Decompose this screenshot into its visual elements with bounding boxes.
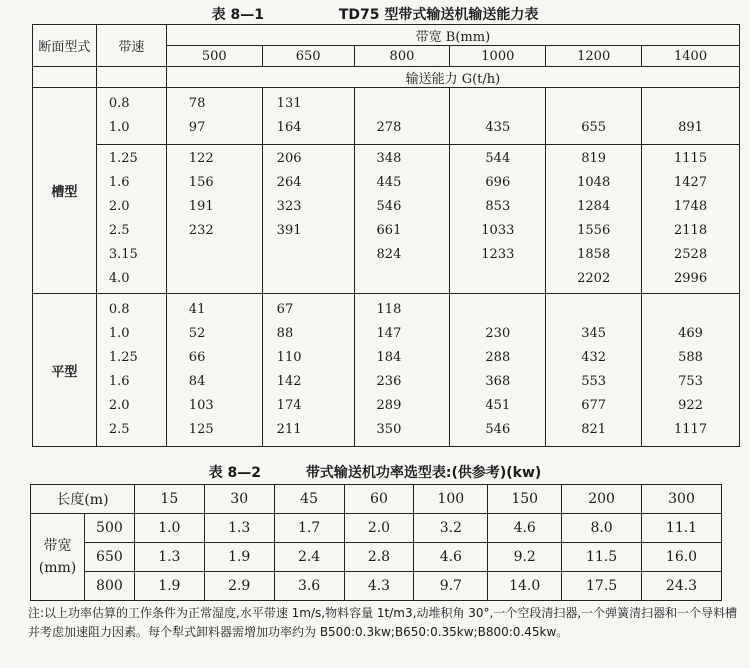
capacity-cell — [546, 298, 641, 322]
speed-cell: 1.25 — [108, 350, 138, 365]
capacity-cell: 824 — [376, 247, 402, 262]
power-cell: 11.1 — [642, 514, 722, 543]
capacity-cell — [355, 92, 450, 116]
power-cell: 2.8 — [344, 543, 414, 572]
capacity-cell — [450, 298, 545, 322]
capacity-cell: 821 — [581, 422, 607, 437]
length-col-header: 300 — [642, 485, 722, 514]
capacity-cell — [642, 92, 739, 116]
section-name-flat: 平型 — [33, 294, 97, 447]
length-col-header: 45 — [274, 485, 344, 514]
capacity-cell: 323 — [276, 199, 302, 214]
capacity-cell — [546, 92, 641, 116]
capacity-cell: 67 — [276, 302, 294, 317]
capacity-cell — [450, 92, 545, 116]
capacity-cell: 164 — [276, 120, 302, 135]
width-col-header: 650 — [262, 46, 354, 67]
table1-title — [0, 4, 750, 24]
capacity-cell — [642, 298, 739, 322]
capacity-cell: 52 — [188, 326, 206, 341]
power-cell: 1.9 — [204, 543, 274, 572]
capacity-cell: 655 — [581, 120, 607, 135]
capacity-cell: 445 — [376, 175, 402, 190]
capacity-cell — [167, 243, 262, 267]
width-col-header: 800 — [354, 46, 450, 67]
capacity-cell: 1284 — [577, 199, 611, 214]
speed-cell: 1.6 — [108, 175, 130, 190]
capacity-cell: 131 — [276, 96, 302, 111]
capacity-cell: 2202 — [577, 271, 611, 286]
capacity-cell: 819 — [581, 151, 607, 166]
capacity-cell: 206 — [276, 151, 302, 166]
table2-number: 表 8—2 — [208, 465, 262, 481]
capacity-cell: 922 — [678, 398, 703, 413]
power-cell: 1.7 — [274, 514, 344, 543]
capacity-cell: 546 — [376, 199, 402, 214]
speed-cell: 1.6 — [108, 374, 130, 389]
power-cell: 1.0 — [134, 514, 204, 543]
capacity-cell: 122 — [188, 151, 214, 166]
speed-cell: 3.15 — [108, 247, 138, 262]
capacity-cell: 661 — [376, 223, 402, 238]
speed-cell: 2.0 — [108, 398, 130, 413]
capacity-cell: 1858 — [577, 247, 611, 262]
capacity-cell: 230 — [485, 326, 511, 341]
capacity-cell: 66 — [188, 350, 206, 365]
power-cell: 8.0 — [562, 514, 642, 543]
capacity-cell: 391 — [276, 223, 302, 238]
width-row-label — [31, 514, 85, 601]
power-cell: 4.3 — [344, 572, 414, 601]
power-cell: 9.2 — [488, 543, 562, 572]
width-unit: (mm) — [38, 560, 77, 576]
capacity-cell: 110 — [276, 350, 302, 365]
capacity-cell: 435 — [485, 120, 511, 135]
capacity-cell: 553 — [581, 374, 607, 389]
width-col-header: 500 — [166, 46, 262, 67]
power-cell: 24.3 — [642, 572, 722, 601]
capacity-cell: 125 — [188, 422, 214, 437]
capacity-cell: 1048 — [577, 175, 611, 190]
capacity-cell: 348 — [376, 151, 402, 166]
capacity-cell: 469 — [678, 326, 703, 341]
power-table — [30, 484, 722, 601]
table1-title-text: TD75 型带式输送机输送能力表 — [338, 7, 539, 23]
capacity-cell — [450, 267, 545, 291]
capacity-cell: 288 — [485, 350, 511, 365]
power-cell: 14.0 — [488, 572, 562, 601]
table1-number: 表 8—1 — [211, 7, 264, 23]
capacity-cell: 432 — [581, 350, 607, 365]
power-cell: 3.6 — [274, 572, 344, 601]
speed-cell: 2.5 — [108, 422, 130, 437]
speed-cell: 0.8 — [108, 302, 130, 317]
capacity-cell: 84 — [188, 374, 206, 389]
capacity-cell: 368 — [485, 374, 511, 389]
capacity-cell: 78 — [188, 96, 206, 111]
capacity-cell: 345 — [581, 326, 607, 341]
table2-title — [0, 462, 750, 482]
capacity-cell: 891 — [678, 120, 703, 135]
power-cell: 4.6 — [414, 543, 488, 572]
header-capacity: 输送能力 G(t/h) — [166, 67, 739, 88]
power-cell: 3.2 — [414, 514, 488, 543]
capacity-cell: 264 — [276, 175, 302, 190]
capacity-cell: 2996 — [674, 271, 708, 286]
capacity-cell: 142 — [276, 374, 302, 389]
speed-cell: 1.0 — [108, 326, 130, 341]
width-col-header: 1000 — [450, 46, 546, 67]
header-belt-speed: 带速 — [96, 25, 166, 67]
capacity-cell: 451 — [485, 398, 511, 413]
power-cell: 9.7 — [414, 572, 488, 601]
capacity-cell: 546 — [485, 422, 511, 437]
power-cell: 17.5 — [562, 572, 642, 601]
capacity-cell: 232 — [188, 223, 214, 238]
header-length: 长度(m) — [31, 485, 135, 514]
width-label: 带宽 — [43, 538, 72, 554]
power-cell: 16.0 — [642, 543, 722, 572]
power-cell: 2.4 — [274, 543, 344, 572]
width-col-header: 1200 — [546, 46, 642, 67]
capacity-cell: 156 — [188, 175, 214, 190]
capacity-table — [32, 24, 740, 447]
power-cell: 2.0 — [344, 514, 414, 543]
capacity-cell: 1233 — [481, 247, 515, 262]
capacity-cell: 118 — [376, 302, 402, 317]
capacity-cell: 147 — [376, 326, 402, 341]
length-col-header: 60 — [344, 485, 414, 514]
capacity-cell: 278 — [376, 120, 402, 135]
speed-cell: 4.0 — [108, 271, 130, 286]
capacity-cell: 41 — [188, 302, 206, 317]
capacity-cell: 1427 — [674, 175, 708, 190]
footnote: 注:以上功率估算的工作条件为正常湿度,水平带速 1m/s,物料容量 1t/m3,动堆积角 30°,一个空段清扫器,一个弹簧清扫器和一个导料槽并考虑加速阻力因素。每个犁式卸料器需增加功率约为 B500:0.3kw;B650:0.35kw;B800:0.45kw。 — [28, 606, 738, 639]
capacity-cell: 1115 — [674, 151, 708, 166]
capacity-cell: 191 — [188, 199, 214, 214]
header-section-type: 断面型式 — [33, 25, 97, 67]
capacity-cell: 97 — [188, 120, 206, 135]
speed-cell: 1.25 — [108, 151, 138, 166]
capacity-cell: 211 — [276, 422, 302, 437]
width-value: 800 — [84, 572, 134, 601]
capacity-cell — [355, 267, 450, 291]
capacity-cell: 174 — [276, 398, 302, 413]
capacity-cell: 1556 — [577, 223, 611, 238]
capacity-cell: 1033 — [481, 223, 515, 238]
width-value: 500 — [84, 514, 134, 543]
capacity-cell: 1748 — [674, 199, 708, 214]
capacity-cell: 753 — [678, 374, 703, 389]
capacity-cell: 696 — [485, 175, 511, 190]
capacity-cell: 544 — [485, 151, 511, 166]
table2-title-text: 带式输送机功率选型表:(供参考)(kw) — [305, 465, 542, 481]
speed-cell: 1.0 — [108, 120, 130, 135]
speed-cell: 2.0 — [108, 199, 130, 214]
capacity-cell: 103 — [188, 398, 214, 413]
header-belt-width: 带宽 B(mm) — [166, 25, 739, 46]
power-cell: 1.3 — [134, 543, 204, 572]
power-cell: 2.9 — [204, 572, 274, 601]
capacity-cell: 1117 — [674, 422, 708, 437]
capacity-cell — [167, 267, 262, 291]
power-cell: 4.6 — [488, 514, 562, 543]
capacity-cell: 350 — [376, 422, 402, 437]
capacity-cell — [263, 267, 354, 291]
capacity-cell: 2528 — [674, 247, 708, 262]
speed-cell: 2.5 — [108, 223, 130, 238]
length-col-header: 30 — [204, 485, 274, 514]
capacity-cell: 289 — [376, 398, 402, 413]
width-col-header: 1400 — [642, 46, 740, 67]
section-name-trough: 槽型 — [33, 88, 97, 294]
capacity-cell: 184 — [376, 350, 402, 365]
power-cell: 1.3 — [204, 514, 274, 543]
capacity-cell: 2118 — [674, 223, 708, 238]
length-col-header: 100 — [414, 485, 488, 514]
capacity-cell: 88 — [276, 326, 294, 341]
capacity-cell: 588 — [678, 350, 703, 365]
power-cell: 11.5 — [562, 543, 642, 572]
length-col-header: 200 — [562, 485, 642, 514]
width-value: 650 — [84, 543, 134, 572]
capacity-cell — [263, 243, 354, 267]
power-cell: 1.9 — [134, 572, 204, 601]
capacity-cell: 236 — [376, 374, 402, 389]
speed-cell: 0.8 — [108, 96, 130, 111]
capacity-cell: 853 — [485, 199, 511, 214]
capacity-cell: 677 — [581, 398, 607, 413]
length-col-header: 15 — [134, 485, 204, 514]
length-col-header: 150 — [488, 485, 562, 514]
